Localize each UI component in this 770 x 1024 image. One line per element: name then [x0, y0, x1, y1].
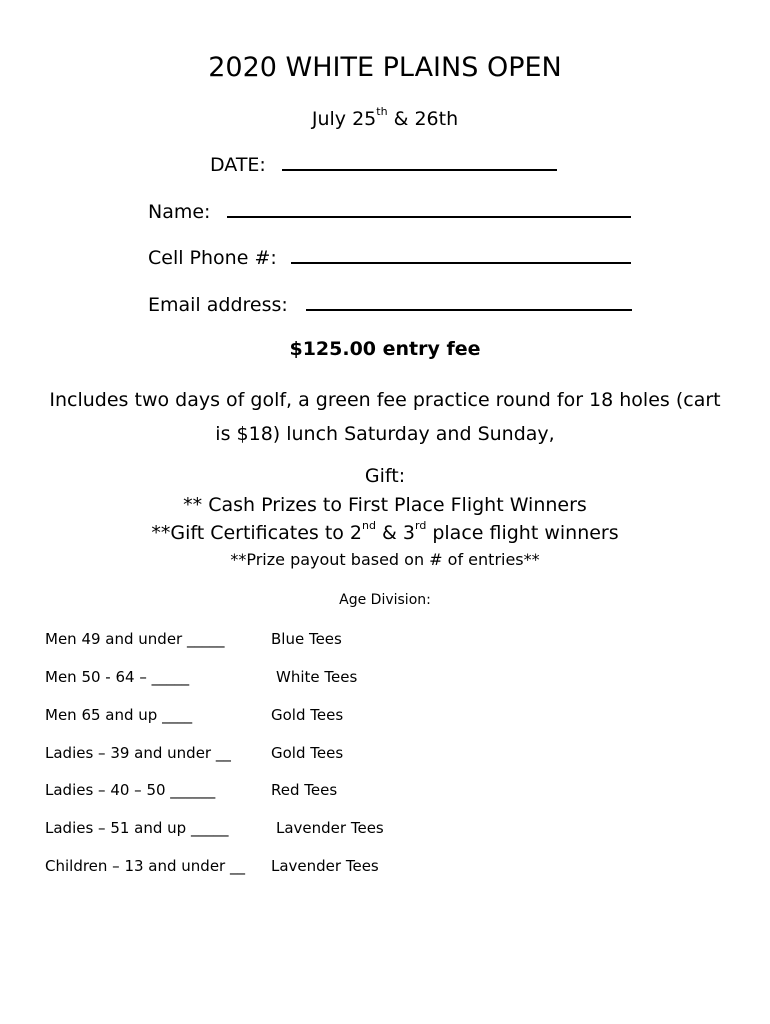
prize-payout: **Prize payout based on # of entries**: [230, 550, 540, 569]
name-label: Name:: [148, 201, 211, 223]
division-label: Children – 13 and under __: [45, 857, 245, 875]
gift-sup-rd: rd: [414, 519, 427, 532]
division-tees: White Tees: [276, 668, 358, 686]
division-tees: Red Tees: [271, 781, 338, 799]
name-line[interactable]: [227, 216, 631, 218]
division-tees: Lavender Tees: [271, 857, 379, 875]
division-label: Ladies – 51 and up _____: [45, 819, 229, 837]
dates-prefix: July 25: [311, 108, 377, 130]
gift-line-2-c: place flight winners: [426, 522, 619, 544]
cell-phone-label: Cell Phone #:: [148, 247, 277, 269]
division-tees: Blue Tees: [271, 630, 342, 648]
division-label: Ladies – 40 – 50 ______: [45, 781, 216, 799]
cell-phone-field[interactable]: [148, 247, 631, 269]
includes-text: [0, 383, 770, 451]
division-tees: Gold Tees: [271, 706, 344, 724]
date-label: DATE:: [210, 154, 266, 176]
includes-line-1: Includes two days of golf, a green fee practice round for 18 holes (cart: [49, 389, 721, 411]
gift-line-2-a: **Gift Certificates to 2: [151, 522, 363, 544]
gift-line-1: ** Cash Prizes to First Place Flight Winners: [183, 494, 587, 516]
entry-fee: $125.00 entry fee: [289, 338, 481, 360]
division-label: Men 49 and under _____: [45, 630, 225, 648]
gift-line-2-b: & 3: [376, 522, 415, 544]
cell-phone-line[interactable]: [291, 262, 631, 264]
name-field[interactable]: [148, 201, 631, 223]
division-tees: Gold Tees: [271, 744, 344, 762]
age-division-heading: Age Division:: [339, 592, 431, 608]
dates-superscript: th: [376, 105, 388, 118]
division-label: Ladies – 39 and under __: [45, 744, 231, 762]
date-field[interactable]: [210, 154, 557, 176]
division-label: Men 50 - 64 – _____: [45, 668, 190, 686]
gift-heading: Gift:: [364, 465, 406, 487]
date-line[interactable]: [282, 169, 557, 171]
gift-sup-nd: nd: [362, 519, 376, 532]
event-dates: [0, 105, 770, 130]
email-line[interactable]: [306, 309, 632, 311]
division-tees: Lavender Tees: [276, 819, 384, 837]
email-label: Email address:: [148, 294, 288, 316]
email-field[interactable]: [148, 294, 632, 316]
division-label: Men 65 and up ____: [45, 706, 193, 724]
page-title: 2020 WHITE PLAINS OPEN: [208, 52, 562, 83]
includes-line-2: is $18) lunch Saturday and Sunday,: [215, 423, 555, 445]
gift-line-2: [0, 519, 770, 544]
dates-suffix: & 26th: [387, 108, 459, 130]
